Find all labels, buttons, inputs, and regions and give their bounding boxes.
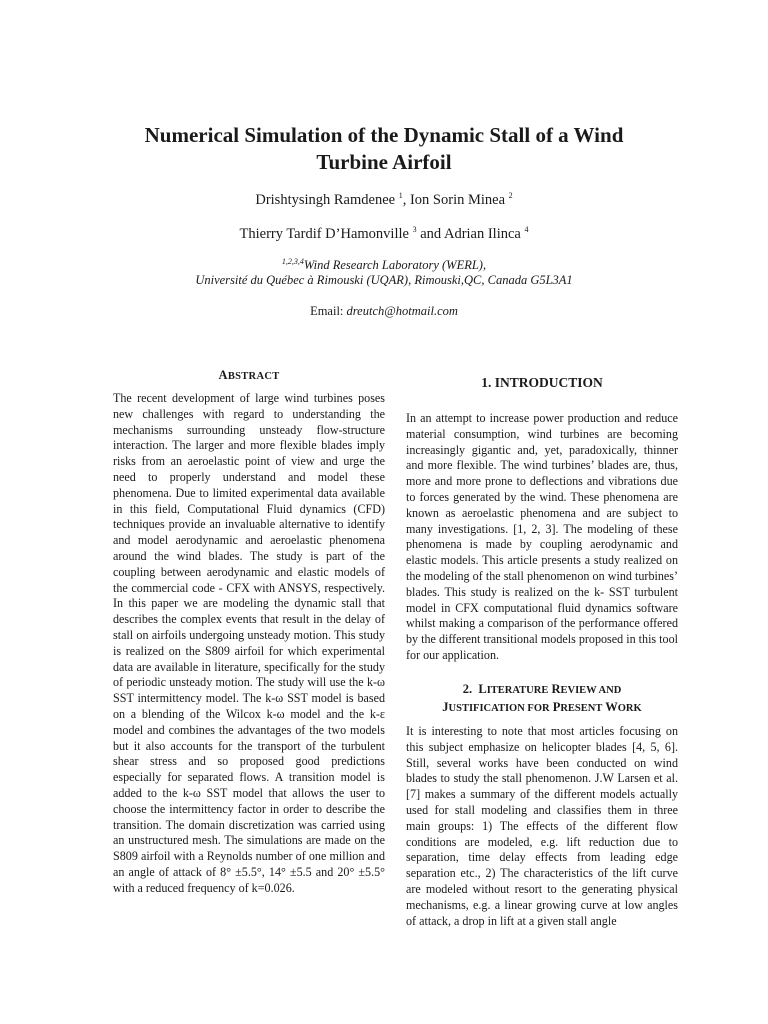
literature-review-text: It is interesting to note that most articles focusing on this subject emphasize on helicopter blades [4, 5, 6]. Still, several works have been conducted on wind blades to study the stall phenomenon. J.W Larsen et al. [7] makes a summary of the different models actually used for stall modeling and classifies them in three main groups: 1) The effects of the different flow conditions are modeled, e.g. lift reduction due to separation, time delay effects from leading edge separation etc., 2) The characteristics of the lift curve are modeled without resort to the generating physical mechanisms, e.g. a linear growing curve at low angles of attack, a drop in lift at a given stall angle xyxy=(406,724,678,928)
author-name: Ion Sorin Minea xyxy=(409,192,506,208)
author-name: Thierry Tardif D’Hamonville xyxy=(239,226,409,242)
abstract-text: The recent development of large wind turbines poses new challenges with regard to understanding the mechanisms surrounding unsteady flow-structure interaction. The larger and more flexible blades imply risks from an aeroelastic point of view and urge the need to properly understand and model these phenomena. Due to limited experimental data available in this field, Computational Fluid dynamics (CFD) techniques provide an invaluable alternative to identify and model aerodynamic and aeroelastic phenomena around the wind blades. The study is part of the coupling between aerodynamic and elastic models of the commercial code - CFX with ANSYS, respectively. In this paper we are modeling the dynamic stall that describes the complex events that result in the delay of stall on airfoils undergoing unsteady motion. This study is realized on the S809 airfoil for which experimental data are available in literature, specifically for the study of periodic unsteady motion. The study will use the k-ω SST intermittency model. The k-ω SST model is based on a blending of the Wilcox k-ω model and the k-ε model and combines the advantages of the two models but it also accounts for the transport of the turbulent shear stress and so proposed good predictions especially for separated flows. A transition model is added to the k-ω SST model that allows the user to choose the intermittency factor in order to describe the transition. The domain discretization was carried using an unstructured mesh. The simulations are made on the S809 airfoil with a Reynolds number of one million and an angle of attack of 8° ±5.5°, 14° ±5.5 and 20° ±5.5° with a reduced frequency of k=0.026. xyxy=(113,391,385,895)
abstract-heading xyxy=(113,368,385,383)
affiliation-line-1 xyxy=(0,258,768,273)
section-heading-literature-review: 2. LITERATURE REVIEW AND JUSTIFICATION FOR PRESENT WORK xyxy=(442,682,642,714)
author-affil-mark: 2 xyxy=(508,191,513,201)
author-name: Adrian Ilinca xyxy=(443,226,521,242)
affiliation xyxy=(0,258,768,288)
contact-email xyxy=(0,304,768,319)
abstract-heading-initial: A xyxy=(218,368,228,382)
affiliation-mark: 1,2,3,4 xyxy=(281,256,304,266)
author-affil-mark: 3 xyxy=(412,225,417,235)
author-line-1 xyxy=(0,192,768,209)
introduction-text: In an attempt to increase power production and reduce material consumption, wind turbines are becoming increasingly gigantic and, yet, paradoxically, thinner and more flexible. The wind turbines’ blades are, thus, more and more prone to deflections and vibrations due to forces generated by the wind. These phenomena are known as aeroelastic phenomena and are subject to many investigations. [1, 2, 3]. The modeling of these phenomena is made by coupling aerodynamic and elastic models. This article presents a study realized on the modeling of the stall phenomenon on wind turbines’ blades. This study is realized on the k- SST turbulent model in CFX computational fluid dynamics software whilst making a comparison of the performance offered by the different transitional models proposed in this tool for our application. xyxy=(406,411,678,662)
affiliation-lab: Wind Research Laboratory (WERL), xyxy=(303,258,487,272)
author-name: Drishtysingh Ramdenee xyxy=(255,192,396,208)
author-separator: , xyxy=(402,192,410,208)
author-affil-mark: 1 xyxy=(398,191,403,201)
author-separator: and xyxy=(416,226,444,242)
author-affil-mark: 4 xyxy=(524,225,529,235)
email-address[interactable]: dreutch@hotmail.com xyxy=(346,304,458,318)
author-line-2 xyxy=(0,226,768,243)
paper-title: Numerical Simulation of the Dynamic Stall of a Wind Turbine Airfoil xyxy=(144,123,624,174)
email-label: Email: xyxy=(310,304,347,318)
section-heading-introduction: 1. INTRODUCTION xyxy=(481,375,603,390)
affiliation-line-2: Université du Québec à Rimouski (UQAR), Rimouski,QC, Canada G5L3A1 xyxy=(195,273,573,287)
abstract-heading-rest: BSTRACT xyxy=(227,371,280,382)
